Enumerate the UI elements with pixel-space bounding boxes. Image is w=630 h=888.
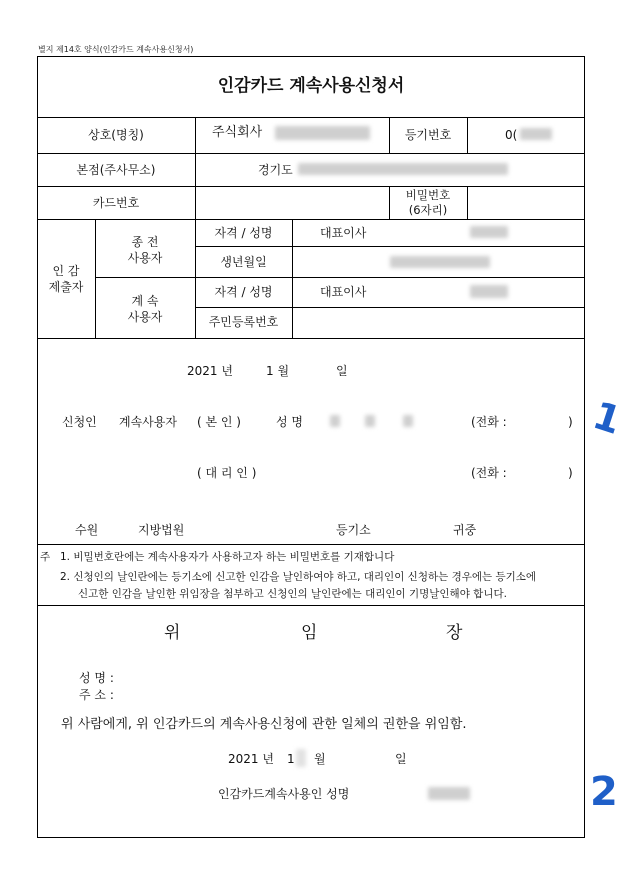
head-office-label: 본점(주사무소) [76, 163, 156, 177]
date-year: 2021 년 [187, 364, 233, 378]
birth-date-label: 생년월일 [220, 255, 267, 269]
phone-label-agent: (전화 : [471, 466, 507, 480]
company-name-value: 주식회사 [212, 125, 263, 140]
redacted-cont-name [470, 285, 508, 298]
continuing-user-text: 계속사용자 [119, 415, 177, 429]
agent-text: ( 대 리 인 ) [197, 466, 257, 480]
redacted-company-name [275, 126, 370, 140]
continuing-user-label: 계 속 사용자 [127, 294, 163, 324]
prev-qualification-value: 대표이사 [320, 226, 367, 240]
note-2b: 신고한 인감을 날인한 위임장을 첨부하고 신청인의 날인란에는 대리인이 기명날인해야 합니다. [78, 588, 507, 600]
recipient-city: 수원 [75, 523, 99, 537]
form-title: 인감카드 계속사용신청서 [217, 76, 405, 96]
self-text: ( 본 인 ) [197, 415, 241, 429]
cont-qualification-value: 대표이사 [320, 285, 367, 299]
password-label: 비밀번호 [405, 188, 451, 202]
redacted-applicant-name-3 [403, 415, 413, 427]
poa-year: 2021 년 [228, 752, 274, 766]
poa-title-char-3: 장 [446, 623, 463, 643]
redacted-applicant-name-2 [365, 415, 375, 427]
redacted-registration-number [520, 128, 552, 140]
prev-qualification-name-label: 자격 / 성명 [214, 226, 273, 240]
applicant-label: 신청인 [62, 415, 97, 429]
form-number-label: 별지 제14호 양식(인감카드 계속사용신청서) [38, 45, 194, 54]
date-month: 1 월 [266, 364, 290, 378]
resident-number-label: 주민등록번호 [208, 315, 279, 329]
redacted-address [298, 163, 508, 175]
registration-number-label: 등기번호 [404, 128, 452, 142]
date-day: 일 [336, 364, 348, 378]
poa-day: 일 [395, 752, 407, 766]
annotation-mark-1: 1 [587, 392, 627, 444]
recipient-court: 지방법원 [138, 523, 185, 537]
poa-statement: 위 사람에게, 위 인감카드의 계속사용신청에 관한 일체의 권한을 위임함. [61, 717, 467, 732]
poa-address-label: 주 소 : [79, 688, 114, 702]
previous-user-label: 종 전 사용자 [127, 235, 163, 265]
poa-name-label: 성 명 : [79, 671, 114, 685]
poa-title-char-1: 위 [164, 623, 181, 643]
redacted-birth-date [390, 256, 490, 268]
company-name-label: 상호(명칭) [88, 128, 144, 142]
poa-signer-label: 인감카드계속사용인 성명 [218, 787, 350, 801]
poa-month-label: 월 [314, 752, 326, 766]
cont-qualification-name-label: 자격 / 성명 [214, 285, 273, 299]
applicant-name-label: 성 명 [276, 415, 303, 429]
phone-close-self: ) [568, 415, 573, 429]
poa-month-number: 1 [287, 752, 295, 766]
recipient-registry: 등기소 [336, 523, 371, 537]
redacted-signer-name [428, 787, 470, 800]
seal-submitter-label: 인 감 제출자 [48, 264, 84, 294]
phone-label-self: (전화 : [471, 415, 507, 429]
phone-close-agent: ) [568, 466, 573, 480]
head-office-value: 경기도 [258, 163, 293, 177]
registration-number-value: 0( [505, 128, 518, 142]
card-number-label: 카드번호 [92, 196, 140, 210]
password-sub-label: (6자리) [408, 203, 448, 217]
notes-prefix: 주 [40, 551, 51, 563]
redacted-prev-name [470, 226, 508, 238]
recipient-honorific: 귀중 [453, 523, 477, 537]
note-2a: 2. 신청인의 날인란에는 등기소에 신고한 인감을 날인하여야 하고, 대리인이 신청하는 경우에는 등기소에 [60, 571, 537, 583]
annotation-mark-2: 2 [590, 769, 618, 815]
note-1: 1. 비밀번호란에는 계속사용자가 사용하고자 하는 비밀번호를 기재합니다 [60, 551, 395, 563]
poa-title-char-2: 임 [301, 623, 318, 643]
redacted-applicant-name-1 [330, 415, 340, 427]
redacted-month-mark [296, 749, 306, 767]
